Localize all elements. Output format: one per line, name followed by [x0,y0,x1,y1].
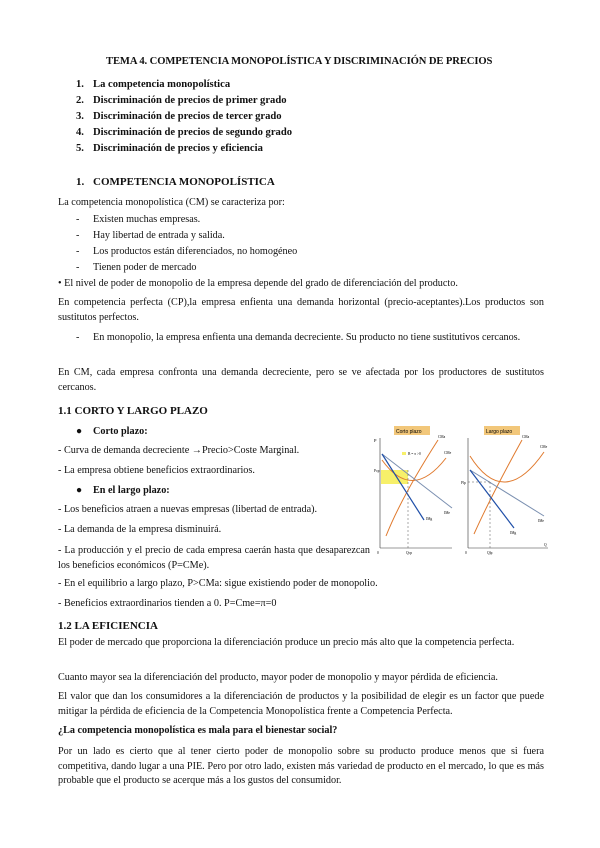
toc-item: 2. Discriminación de precios de primer grado [76,95,287,106]
paragraph: En competencia perfecta (CP),la empresa enfienta una demanda horizontal (precio-aceptantes).Los productos son sustitutos perfectos. [58,297,544,323]
document-title: TEMA 4. COMPETENCIA MONOPOLÍSTICA Y DISCRIMINACIÓN DE PRECIOS [106,56,493,67]
short-run-label: ● Corto plazo: [76,426,148,437]
img-label: IMg [510,531,517,535]
question: ¿La competencia monopolística es mala para el bienestar social? [58,725,338,736]
list-item: - Curva de demanda decreciente →Precio>Coste Marginal. [58,445,300,456]
cme-label: CMe [444,451,452,455]
list-item: - Hay libertad de entrada y salida. [76,230,225,241]
chart-title: Largo plazo [486,429,513,435]
subsection-heading: 1.2 LA EFICIENCIA [58,620,158,632]
profit-area [381,470,408,484]
subsection-heading: 1.1 CORTO Y LARGO PLAZO [58,405,208,417]
paragraph: Por un lado es cierto que al tener cierto poder de monopolio sobre su producto produce menos que si fuera competitiva, dando lugar a una PIE. Pero por otro lado, existen más variedad de producto en el mercado, lo que es más probable que el producto se acerque más a los gustos del consumidor. [58,746,544,786]
legend-swatch [402,452,406,455]
paragraph: El valor que dan los consumidores a la diferenciación de productos y la posibilidad de elegir es un factor que puede mitigar la pérdida de eficiencia de la Competencia Monopolística frente a Competencia Perfecta. [58,691,544,717]
list-item: - La demanda de la empresa disminuirá. [58,524,222,535]
toc-item: 4. Discriminación de precios de segundo grado [76,127,293,138]
img-curve [382,454,424,520]
trait-list [76,212,297,276]
paragraph: • El nivel de poder de monopolio de la empresa depende del grado de diferenciación del producto. [58,278,458,289]
list-item: - Tienen poder de mercado [76,262,197,273]
paragraph: Cuanto mayor sea la diferenciación del producto, mayor poder de monopolio y mayor pérdida de eficiencia. [58,672,498,683]
ime-label: IMe [538,519,544,523]
list-item: - Beneficios extraordinarios tienden a 0. P=Cme=π=0 [58,598,277,609]
toc-item: 1. La competencia monopolística [76,79,231,90]
q-axis-label: Q [544,543,547,547]
paragraph: - En monopolio, la empresa enfienta una demanda decreciente. Su producto no tiene sustitutivos cercanos. [76,332,521,343]
list-item: - Existen muchas empresas. [76,214,201,225]
pcp-label: Pcp [374,469,380,473]
long-run-chart [460,424,550,556]
qcp-label: Qcp [406,551,412,555]
list-item: - Los productos están diferenciados, no homogéneo [76,246,298,257]
ime-curve [470,470,544,516]
list-item: - Los beneficios atraen a nuevas empresas (libertad de entrada). [58,504,318,515]
img-label: IMg [426,517,433,521]
chart-title: Corto plazo [396,429,422,435]
qlp-label: Qlp [487,551,493,555]
paragraph: La competencia monopolística (CM) se caracteriza por: [58,197,285,208]
long-run-label: ● En el largo plazo: [76,485,170,496]
axis-y-label: P [374,438,377,443]
cme-label: CMe [540,445,548,449]
cma-label: CMa [522,435,530,439]
list-item: - En el equilibrio a largo plazo, P>CMa: sigue existiendo poder de monopolio. [58,578,378,589]
toc-item: 3. Discriminación de precios de tercer grado [76,111,282,122]
section-heading: 1. COMPETENCIA MONOPOLÍSTICA [76,176,275,188]
toc-item: 5. Discriminación de precios y eficiencia [76,143,263,154]
paragraph: El poder de mercado que proporciona la diferenciación produce un precio más alto que la competencia perfecta. [58,637,515,648]
ime-label: IMe [444,511,450,515]
short-run-chart [372,424,454,556]
list-item: - La empresa obtiene beneficios extraordinarios. [58,465,255,476]
table-of-contents [76,77,292,157]
legend-label: B = π >0 [408,452,421,456]
list-item: - La producción y el precio de cada empresa caerán hasta que desaparezcan los beneficios económicos (P=CMe). [58,545,370,571]
origin-label: 0 [465,551,467,555]
paragraph: En CM, cada empresa confronta una demanda decreciente, pero se ve afectada por los productores de sustitutos cercanos. [58,367,544,393]
cma-label: CMa [438,435,446,439]
plp-label: Plp [461,481,466,485]
origin-label: 0 [377,551,379,555]
